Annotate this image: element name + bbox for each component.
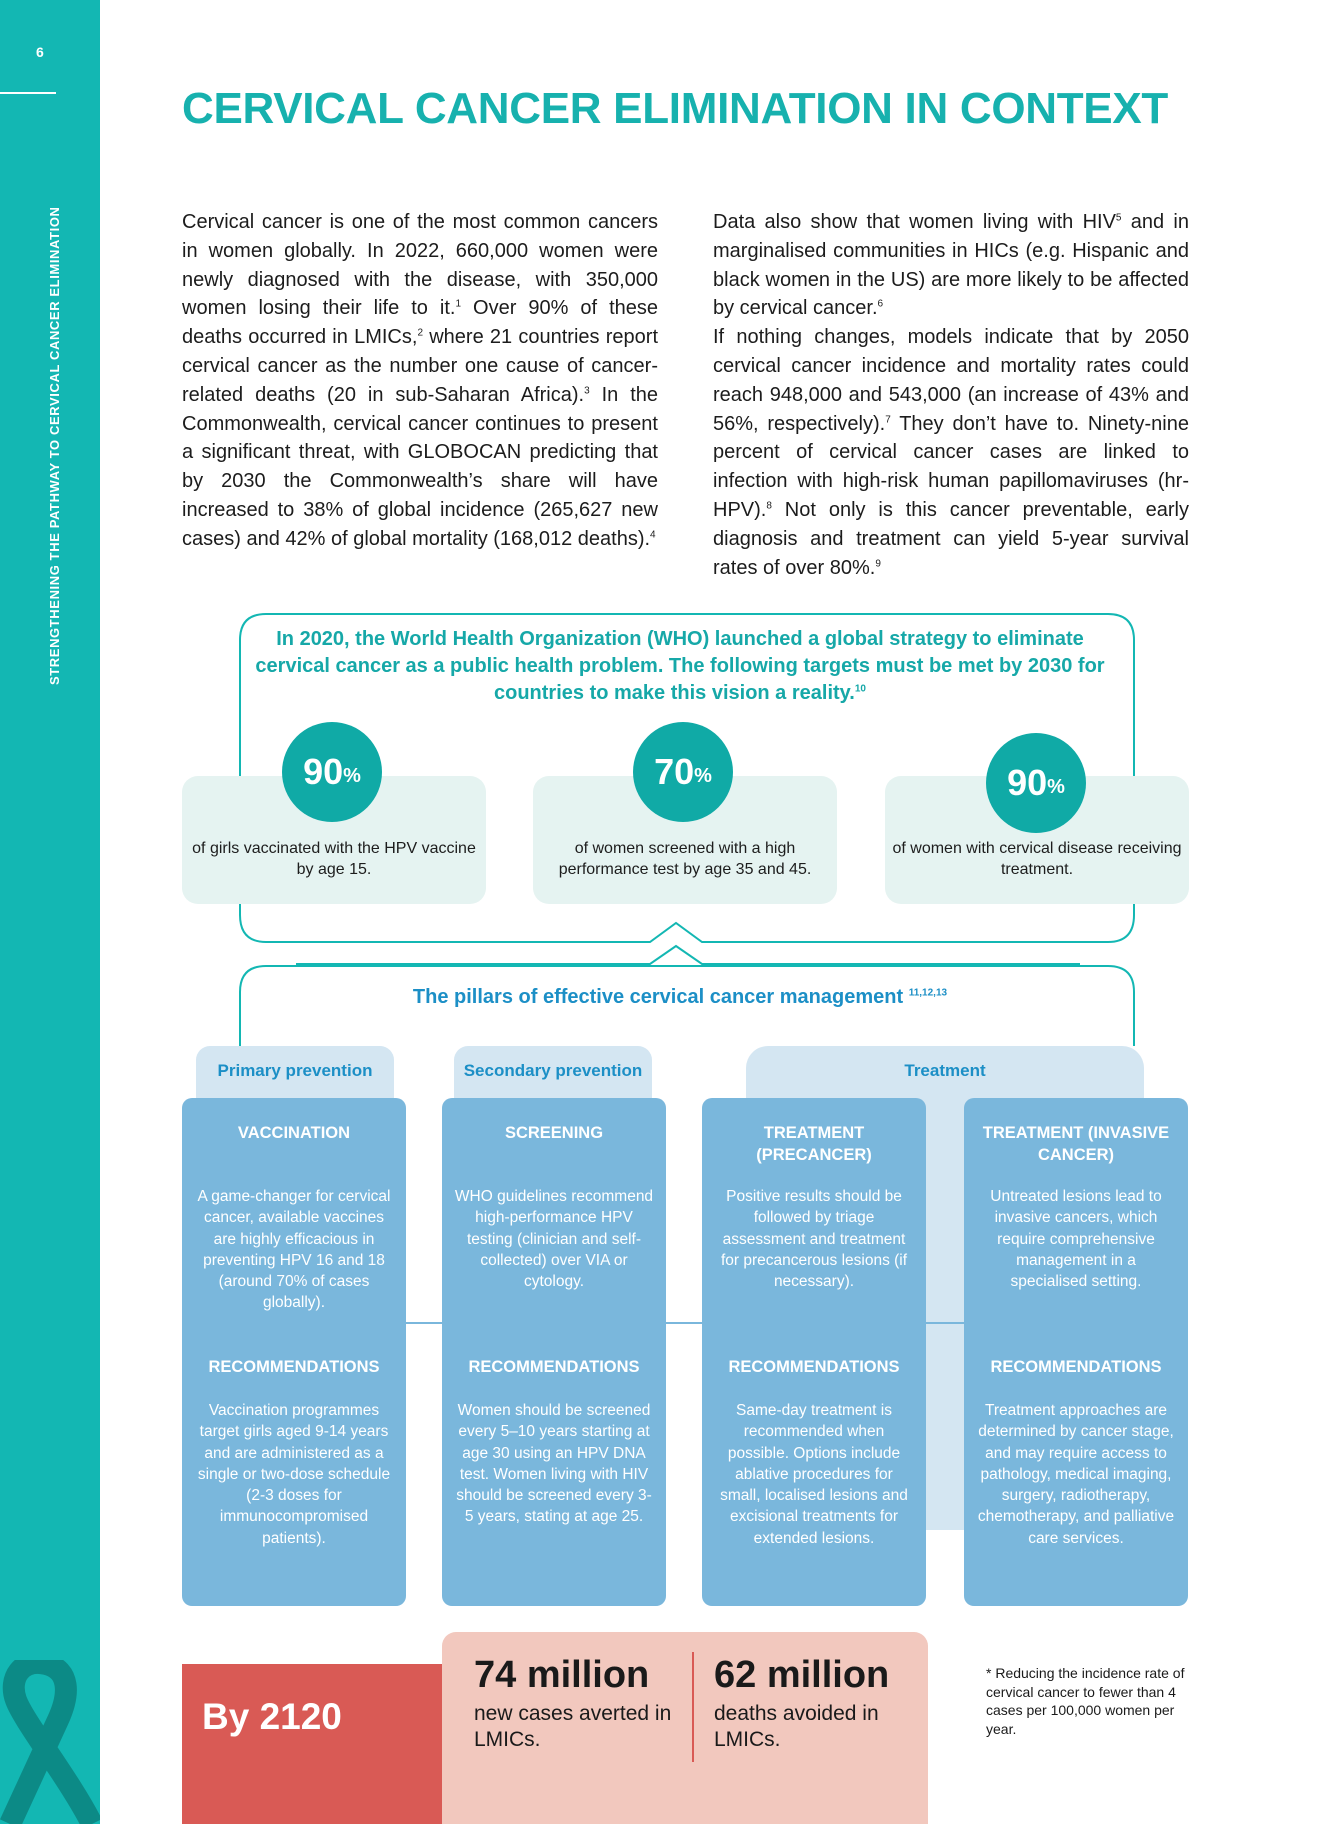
- pillar-heading: SCREENING: [504, 1124, 604, 1142]
- pillar-body: A game-changer for cervical cancer, available vaccines are highly efficacious in preventing HPV 16 and 18 (around 70% of cases globally).: [197, 1188, 391, 1312]
- stat-label: new cases averted in LMICs.: [474, 1702, 672, 1751]
- col2-text-2: and in marginalised communities in HICs (e.g. Hispanic and black women in the US) are more likely to be affected by cervical cancer.: [713, 211, 1189, 320]
- col1-text-3: where 21 countries report cervical cancer as the number one cause of cancer-related deaths (20 in sub-Saharan Africa).: [182, 326, 659, 406]
- col1-ref-3: 3: [584, 385, 590, 397]
- sidebar-title-text: STRENGTHENING THE PATHWAY TO CERVICAL CANCER ELIMINATION: [47, 206, 62, 685]
- pillars-title-ref: 11,12,13: [908, 987, 948, 999]
- col1-ref-1: 1: [455, 298, 462, 310]
- tab-primary-prevention: Primary prevention: [196, 1046, 394, 1106]
- pillar-rec-heading: RECOMMENDATIONS: [208, 1358, 380, 1376]
- target-circle-vaccination: [282, 722, 382, 822]
- pillar-heading: VACCINATION: [237, 1124, 351, 1142]
- col2-ref-2: 6: [877, 298, 884, 310]
- col2-ref-1: 5: [1115, 212, 1122, 224]
- target-value: 90: [303, 751, 344, 792]
- pillar-vaccination: [182, 1098, 406, 1606]
- pillar-rec-body: Same-day treatment is recommended when possible. Options include ablative procedures for small, localised lesions and excisional treatments for extended lesions.: [720, 1402, 908, 1547]
- col1-text-2: Over 90% of these deaths occurred in LMICs,: [182, 297, 658, 349]
- pillar-rec-body: Vaccination programmes target girls aged 9-14 years and are administered as a single or two-dose schedule (2-3 doses for immunocompromised patients).: [197, 1402, 391, 1547]
- col2-text-1: Data also show that women living with HIV: [713, 211, 1116, 233]
- col1-ref-4: 4: [650, 529, 656, 541]
- who-intro-text: In 2020, the World Health Organization (WHO) launched a global strategy to eliminate cervical cancer as a public health problem. The following targets must be met by 2030 for countries to make this vision a reality.: [255, 628, 1105, 704]
- pillar-connector: [406, 1322, 444, 1324]
- target-text: of women screened with a high performance test by age 35 and 45.: [558, 840, 812, 878]
- stat-cases-averted: [474, 1654, 684, 1753]
- pillar-treatment-precancer: [702, 1098, 926, 1606]
- pillar-connector: [926, 1322, 964, 1324]
- target-value: 90: [1007, 762, 1048, 803]
- target-text: of women with cervical disease receiving treatment.: [892, 840, 1182, 878]
- pillar-body: WHO guidelines recommend high-performance HPV testing (clinician and self-collected) over VIA or cytology.: [454, 1188, 654, 1291]
- footnote: * Reducing the incidence rate of cervical cancer to fewer than 4 cases per 100,000 women per year.: [986, 1665, 1185, 1737]
- pillar-treatment-invasive: [964, 1098, 1188, 1606]
- stat-divider: [692, 1652, 694, 1762]
- who-strategy-intro: [250, 626, 1110, 707]
- col1-ref-2: 2: [417, 327, 423, 339]
- page-title: CERVICAL CANCER ELIMINATION IN CONTEXT: [182, 84, 1168, 133]
- pillar-screening: [442, 1098, 666, 1606]
- pillar-heading: TREATMENT (PRECANCER): [756, 1124, 872, 1164]
- pillar-rec-heading: RECOMMENDATIONS: [728, 1358, 900, 1376]
- tab-treatment: Treatment: [904, 1061, 986, 1080]
- col2-ref-5: 9: [875, 557, 881, 569]
- tab-secondary-prevention: Secondary prevention: [454, 1046, 652, 1106]
- pillar-rec-heading: RECOMMENDATIONS: [468, 1358, 640, 1376]
- col2-ref-4: 8: [766, 500, 772, 512]
- pillar-rec-heading: RECOMMENDATIONS: [990, 1358, 1162, 1376]
- page-number: 6: [36, 44, 44, 60]
- col2-text-4: They don’t have to. Ninety-nine percent of cervical cancer cases are linked to infection with high-risk human papillomaviruses (hr-HPV).: [713, 412, 1189, 521]
- stat-label: deaths avoided in LMICs.: [714, 1702, 879, 1751]
- pillars-title: [240, 986, 1120, 1009]
- by-year-label: By 2120: [202, 1696, 342, 1737]
- pillar-body: Untreated lesions lead to invasive cancers, which require comprehensive management in a specialised setting.: [990, 1188, 1162, 1291]
- outlook-stats-box: [442, 1632, 928, 1824]
- target-unit: %: [1047, 775, 1065, 798]
- col1-text-4: In the Commonwealth, cervical cancer continues to present a significant threat, with GLOBOCAN predicting that by 2030 the Commonwealth’s share will have increased to 38% of global incidence (265,627 new cases) and 42% of global mortality (168,012 deaths).: [182, 383, 658, 550]
- pillar-rec-body: Treatment approaches are determined by cancer stage, and may require access to pathology, medical imaging, surgery, radiotherapy, chemotherapy, and palliative care services.: [977, 1402, 1175, 1547]
- stat-value: 74 million: [474, 1654, 650, 1696]
- target-circle-treatment: [986, 733, 1086, 833]
- col2-text-5: Not only is this cancer preventable, early diagnosis and treatment can yield 5-year survival rates of over 80%.: [713, 498, 1189, 579]
- pillar-heading: TREATMENT (INVASIVE CANCER): [982, 1124, 1170, 1164]
- target-unit: %: [343, 764, 361, 787]
- pillar-rec-body: Women should be screened every 5–10 years starting at age 30 using an HPV DNA test. Women living with HIV should be screened every 3-5 years, stating at age 25.: [456, 1402, 652, 1526]
- col2-ref-3: 7: [885, 413, 891, 425]
- stat-value: 62 million: [714, 1654, 890, 1696]
- stat-deaths-avoided: [714, 1654, 889, 1753]
- pillar-body: Positive results should be followed by triage assessment and treatment for precancerous lesions (if necessary).: [720, 1188, 908, 1291]
- pillar-connector: [666, 1322, 704, 1324]
- target-text: of girls vaccinated with the HPV vaccine by age 15.: [192, 840, 476, 878]
- who-intro-ref: 10: [854, 683, 866, 695]
- target-value: 70: [654, 751, 695, 792]
- target-unit: %: [694, 764, 712, 787]
- by-year-box: [182, 1664, 442, 1824]
- col1-text-1: Cervical cancer is one of the most common cancers in women globally. In 2022, 660,000 women were newly diagnosed with the disease, with 350,000 women losing their life to it.: [182, 211, 658, 320]
- pillars-title-text: The pillars of effective cervical cancer management: [412, 986, 904, 1008]
- col2-text-3: If nothing changes, models indicate that by 2050 cervical cancer incidence and mortality rates could reach 948,000 and 543,000 (an increase of 43% and 56%, respectively).: [713, 326, 1189, 435]
- target-circle-screening: [633, 722, 733, 822]
